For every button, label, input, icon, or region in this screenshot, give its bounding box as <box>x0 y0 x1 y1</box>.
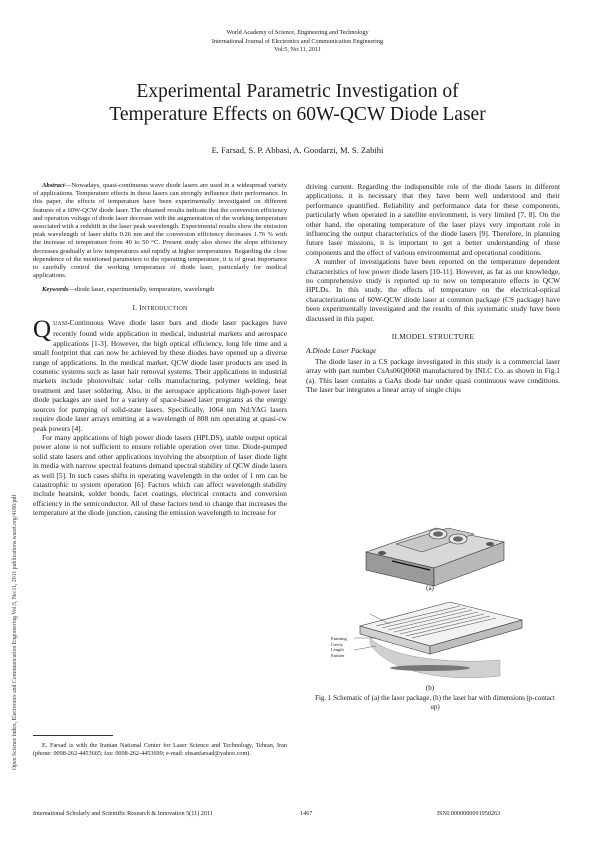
figure-caption: Fig. 1 Schematic of (a) the laser package, (b) the laser bar with dimensions (p-contact up) <box>315 694 555 711</box>
section-heading-introduction <box>33 303 287 314</box>
mount-hole-icon <box>486 542 494 546</box>
footnote-rule <box>33 735 113 736</box>
footnote-text: E. Farsad is with the Iranian National Center for Laser Science and Technology, Tehran, Iran (phone: 0098-262-4453665; fax: 0098-262-4453699; e-mail: ehsanfarsad@yahoo.com). <box>33 742 287 757</box>
title-line-2: Temperature Effects on 60W-QCW Diode Laser <box>109 104 486 125</box>
footer-left: International Scholarly and Scientific Research & Innovation 5(11) 2011 <box>33 810 213 817</box>
abstract-dash: — <box>64 182 72 189</box>
intro-paragraph-1 <box>33 318 287 433</box>
footer-right: ISNI:0000000091950263 <box>437 810 501 817</box>
model-paragraph-1: The diode laser in a CS package investigated in this study is a commercial laser array with part number CsAs06Q0060 manufactured by INLC Co. as shown in Fig.1 (a). This laser contains a GaAs diode bar under quasi continuous wave conditions. The laser bar integrates a linear array of single chips <box>306 356 560 395</box>
callout-emitting: Emitting <box>331 636 347 641</box>
figure-callouts <box>331 636 347 658</box>
header-line-2: International Journal of Electronics and Communication Engineering <box>211 37 384 45</box>
callout-cavity: Cavity <box>331 641 343 647</box>
left-column <box>33 182 287 518</box>
callout-emitter: Emitter <box>331 652 345 658</box>
authors: E. Farsad, S. P. Abbasi, A. Goodarzi, M. S. Zabihi <box>211 145 384 155</box>
page-number: 1467 <box>300 810 313 817</box>
laser-bar-figure <box>330 598 530 684</box>
section-heading-model: II.MODEL STRUCTURE <box>391 332 475 342</box>
header-line-3: Vol:5, No:11, 2011 <box>274 46 321 54</box>
intro-smallcaps: UASI <box>53 321 68 328</box>
right-column <box>306 182 560 395</box>
keywords <box>33 286 287 294</box>
mount-hole-icon <box>378 551 386 555</box>
side-index-text: Open Science Index, Electronics and Communication Engineering Vol:5, No:11, 2011 publications.waset.org/4166/pdf <box>12 494 18 770</box>
screw-center-icon <box>453 536 463 541</box>
abstract-label: Abstract <box>42 182 65 189</box>
screw-center-icon <box>433 531 443 536</box>
header-line-1: World Academy of Science, Engineering and Technology <box>226 29 369 36</box>
laser-package-figure <box>352 522 512 592</box>
keywords-label: Keywords <box>42 286 69 294</box>
intro-paragraph-2: For many applications of high power diode lasers (HPLDS), stable output optical power alone is not sufficient to ensure reliable operation over time. Diode-pumped solid state lasers and other applications involving the absorption of laser diode light in media with narrow spectral features demand spectral stability of QCW diode lasers as well [5]. In such cases shifts in operating wavelength in the order of 1 nm can be catastrophic to system operation [6]. Factors which can affect wavelength stability include heatsink, solder bonds, facet coatings, electrical contacts and conversion efficiency in the semiconductor. All of these factors tend to change that increases the temperature at the diode junction, causing the emission wavelength to increase for <box>33 432 287 518</box>
subsection-heading-package: A.Diode Laser Package <box>306 345 377 355</box>
right-paragraph-2: A number of investigations have been reported on the temperature dependent characteristics of low power diode lasers [10-11]. However, as far as our knowledge, no comprehensive study is reported up to now on temperature effects in QCW HPLDs. In this study, the effects of temperature on the electrical-optical characterizations of 60W-QCW diode laser at common package (CS package) have been experimentally investigated and the results of this systematic study have been discussed in this paper. <box>306 257 560 323</box>
figure-label-b: (b) <box>425 684 435 692</box>
abstract <box>33 182 287 280</box>
figure-label-a: (a) <box>426 584 434 592</box>
intro-heading-num: I. I <box>132 302 142 312</box>
footnote <box>33 742 287 758</box>
intro-text-1: -Continuous Wave diode laser bars and diode laser packages have recently found wide application in medical, industrial markets and aerospace applications [1-3]. However, the high optical efficiency, long life time and a small footprint that can now be achieved by these diodes have opened up a diverse range of applications. In the medical market, QCW diode laser products are used in cosmetic systems such as laser hair removal systems. Their applications in industrial markets include photovoltaic solar cells manufacturing, polymer welding, heat treatment and laser soldering. Also, in the aerospace applications high-power laser diode packages are used for a variety of space-based laser programs as the energy sources for pumping of solid-state lasers. Specifically, 1064 nm Nd:YAG lasers require diode laser arrays emitting at a wavelength of 808 nm operating at quasi-cw peak powers [4]. <box>33 318 287 433</box>
paper-title <box>40 80 555 126</box>
abstract-text: Nowadays, quasi-continuous wave diode lasers are used in a widespread variety of applications. Temperature effects in these lasers can strongly influence their performance. In this paper, the effects of temperature have been experimentally investigated on different features of a 60W-QCW diode laser. The obtained results indicate that the conversion efficiency and operation voltage of diode laser decrease with the augmentation of the working temperature associated with a redshift in the laser peak wavelength. Experimental results show the emission peak wavelength of laser shifts 0.26 nm and the conversion efficiency decreases 1.76 % with the increase of temperature from 40 to 50 °C. Present study also shows the slope efficiency decreases gradually at low temperatures and rapidly at higher temperatures. Regarding the close dependence of the mentioned parameters to the operating temperature, it is of great importance to carefully control the working temperature of diode laser, particularly for medical applications. <box>33 182 287 280</box>
beam-core <box>390 665 470 671</box>
callout-length: Length <box>331 647 344 652</box>
title-line-1: Experimental Parametric Investigation of <box>136 81 459 102</box>
keywords-text: —diode laser, experimentally, temperature, wavelength <box>68 286 215 294</box>
intro-heading-rest: NTRODUCTION <box>142 305 188 312</box>
journal-header <box>0 29 595 55</box>
callout-line <box>354 646 376 650</box>
drop-cap: Q <box>33 316 52 344</box>
right-paragraph-1: driving current. Regarding the indispensible role of the diode lasers in different applications, it is necessary that they have been well understood and their performance quantified. Reliability and performance data for these components, particularly when operated in a satellite environment, is very limited [7, 8]. On the other hand, the operating temperature of the laser plays very important role in influencing the output characteristics of the diode lasers [9]. Therefore, in planning future laser missions, it is important to get a better understanding of these components and the effect of various environmental and operational conditions. <box>306 182 560 257</box>
